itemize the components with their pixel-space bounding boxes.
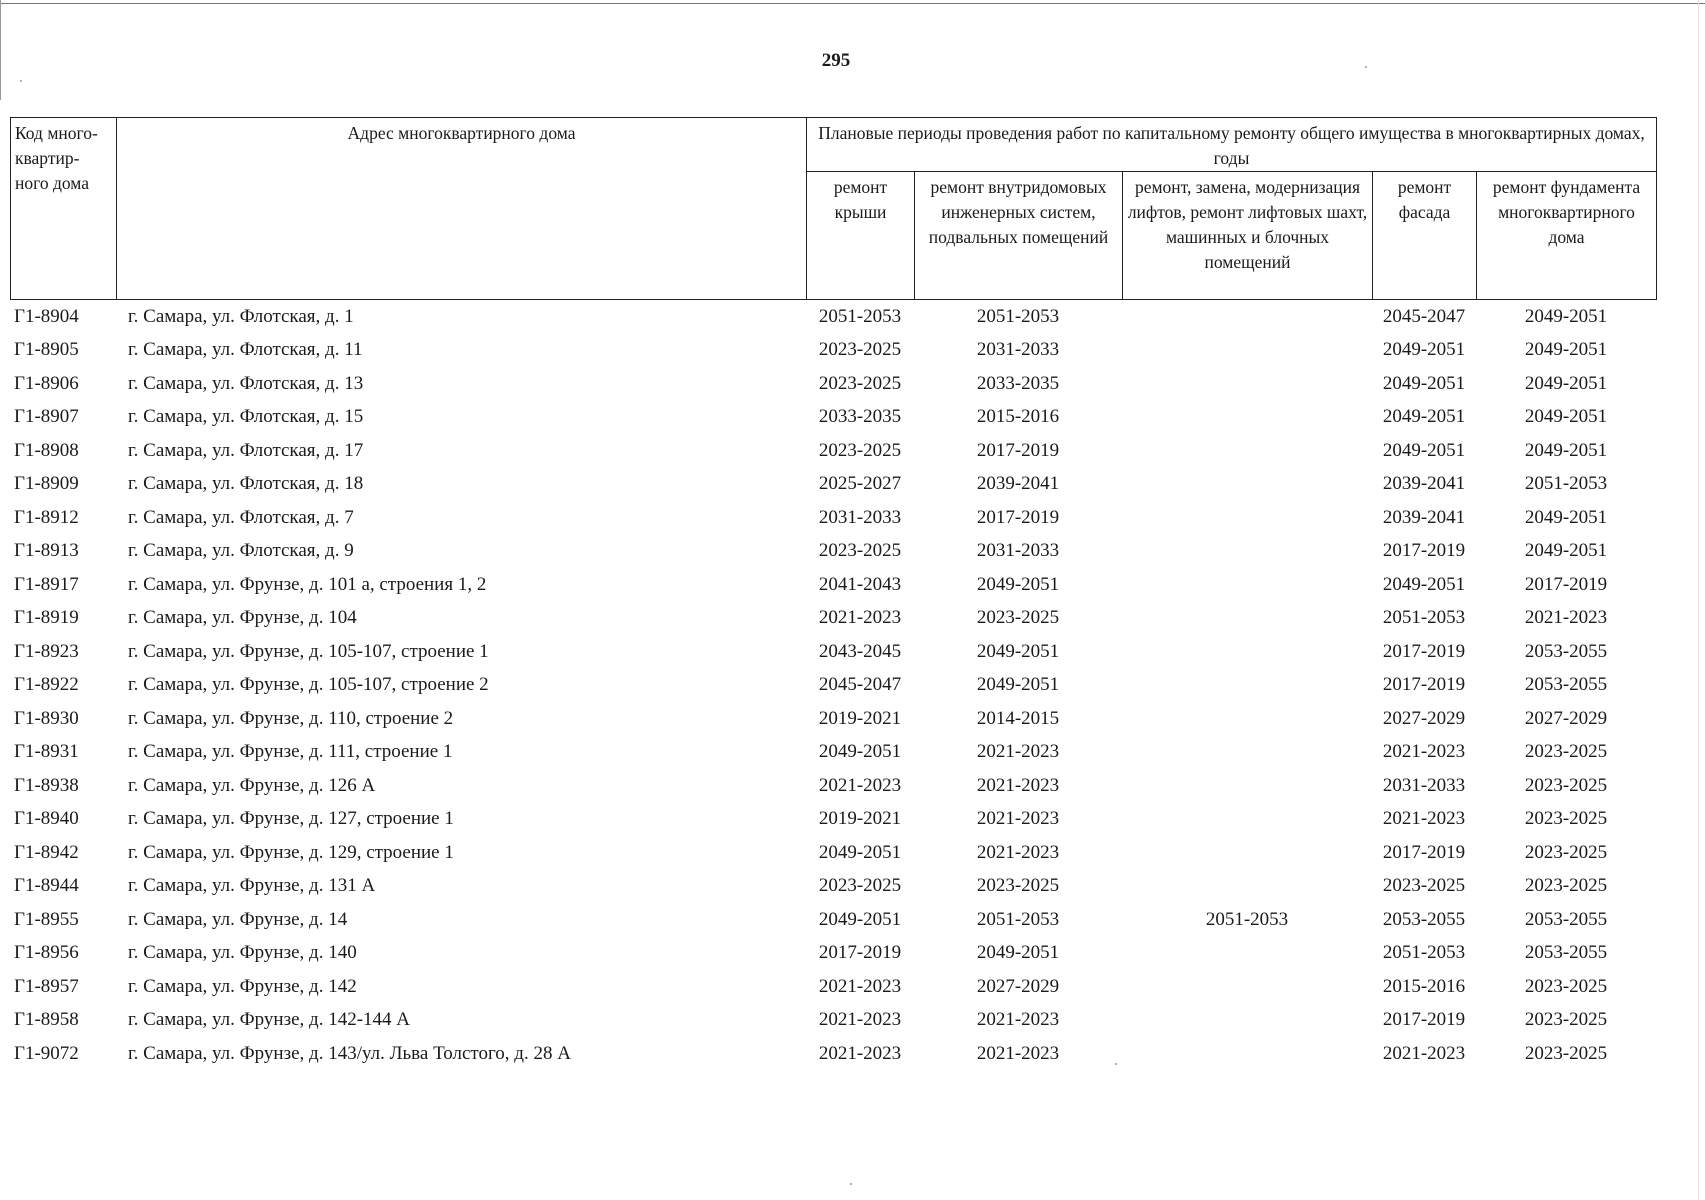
header-group-title: Плановые периоды проведения работ по капитальному ремонту общего имущества в многоквартирных домах, годы xyxy=(807,118,1657,172)
row-address: г. Самара, ул. Флотская, д. 9 xyxy=(128,540,354,562)
row-code: Г1-8942 xyxy=(14,841,79,863)
row-code: Г1-8957 xyxy=(14,975,79,997)
table-row xyxy=(10,1004,1656,1038)
row-elevators xyxy=(1122,300,1372,334)
row-code: Г1-8944 xyxy=(14,875,79,897)
row-code: Г1-8938 xyxy=(14,774,79,796)
row-code: Г1-8906 xyxy=(14,372,79,394)
row-facade: 2031-2033 xyxy=(1382,774,1466,796)
header-address: Адрес многоквартирного дома xyxy=(117,118,807,300)
row-engineering: 2039-2041 xyxy=(976,473,1060,495)
row-roof: 2025-2027 xyxy=(818,473,902,495)
row-elevators xyxy=(1122,970,1372,1004)
page-number: 295 xyxy=(821,50,851,71)
row-roof: 2023-2025 xyxy=(818,339,902,361)
row-address: г. Самара, ул. Фрунзе, д. 14 xyxy=(128,908,348,930)
row-foundation: 2023-2025 xyxy=(1524,774,1608,796)
row-roof: 2017-2019 xyxy=(818,942,902,964)
row-foundation: 2049-2051 xyxy=(1524,372,1608,394)
table-row xyxy=(10,468,1656,502)
row-foundation: 2023-2025 xyxy=(1524,741,1608,763)
table-row xyxy=(10,870,1656,904)
row-engineering: 2021-2023 xyxy=(976,774,1060,796)
table-row xyxy=(10,401,1656,435)
row-foundation: 2023-2025 xyxy=(1524,975,1608,997)
row-code: Г1-8919 xyxy=(14,607,79,629)
header-elevators: ремонт, замена, модернизация лифтов, ремонт лифтовых шахт, машинных и блочных помещений xyxy=(1123,172,1373,300)
row-foundation: 2027-2029 xyxy=(1524,707,1608,729)
row-elevators xyxy=(1122,501,1372,535)
row-elevators xyxy=(1122,602,1372,636)
row-foundation: 2049-2051 xyxy=(1524,439,1608,461)
row-elevators xyxy=(1122,401,1372,435)
table-row xyxy=(10,836,1656,870)
row-engineering: 2021-2023 xyxy=(976,1042,1060,1064)
row-elevators xyxy=(1122,568,1372,602)
row-facade: 2017-2019 xyxy=(1382,841,1466,863)
row-address: г. Самара, ул. Фрунзе, д. 142-144 А xyxy=(128,1009,410,1031)
row-facade: 2017-2019 xyxy=(1382,1009,1466,1031)
row-code: Г1-8917 xyxy=(14,573,79,595)
row-code: Г1-8905 xyxy=(14,339,79,361)
row-roof: 2019-2021 xyxy=(818,707,902,729)
row-elevators xyxy=(1122,736,1372,770)
row-address: г. Самара, ул. Фрунзе, д. 127, строение 1 xyxy=(128,808,454,830)
row-address: г. Самара, ул. Фрунзе, д. 129, строение 1 xyxy=(128,841,454,863)
row-facade: 2039-2041 xyxy=(1382,473,1466,495)
table-body xyxy=(10,300,1656,1071)
row-foundation: 2053-2055 xyxy=(1524,908,1608,930)
row-facade: 2051-2053 xyxy=(1382,942,1466,964)
row-foundation: 2053-2055 xyxy=(1524,640,1608,662)
row-facade: 2017-2019 xyxy=(1382,540,1466,562)
row-foundation: 2023-2025 xyxy=(1524,808,1608,830)
row-code: Г1-8956 xyxy=(14,942,79,964)
row-roof: 2049-2051 xyxy=(818,841,902,863)
row-code: Г1-8922 xyxy=(14,674,79,696)
row-elevators xyxy=(1122,367,1372,401)
row-roof: 2041-2043 xyxy=(818,573,902,595)
row-foundation: 2053-2055 xyxy=(1524,674,1608,696)
row-facade: 2049-2051 xyxy=(1382,406,1466,428)
row-address: г. Самара, ул. Фрунзе, д. 143/ул. Льва Толстого, д. 28 А xyxy=(128,1042,571,1064)
row-facade: 2021-2023 xyxy=(1382,1042,1466,1064)
table-row xyxy=(10,334,1656,368)
row-code: Г1-8909 xyxy=(14,473,79,495)
row-roof: 2021-2023 xyxy=(818,1042,902,1064)
row-engineering: 2015-2016 xyxy=(976,406,1060,428)
row-roof: 2021-2023 xyxy=(818,607,902,629)
row-roof: 2045-2047 xyxy=(818,674,902,696)
row-foundation: 2017-2019 xyxy=(1524,573,1608,595)
row-engineering: 2021-2023 xyxy=(976,1009,1060,1031)
row-address: г. Самара, ул. Фрунзе, д. 142 xyxy=(128,975,357,997)
row-facade: 2017-2019 xyxy=(1382,674,1466,696)
row-engineering: 2033-2035 xyxy=(976,372,1060,394)
row-engineering: 2031-2033 xyxy=(976,339,1060,361)
table-row xyxy=(10,769,1656,803)
row-facade: 2051-2053 xyxy=(1382,607,1466,629)
row-code: Г1-8908 xyxy=(14,439,79,461)
row-facade: 2039-2041 xyxy=(1382,506,1466,528)
row-elevators xyxy=(1122,468,1372,502)
row-code: Г1-8912 xyxy=(14,506,79,528)
row-engineering: 2021-2023 xyxy=(976,808,1060,830)
scan-border-top xyxy=(0,3,1705,4)
table-row xyxy=(10,602,1656,636)
table-row xyxy=(10,1037,1656,1071)
row-code: Г1-8923 xyxy=(14,640,79,662)
row-code: Г1-9072 xyxy=(14,1042,79,1064)
header-code: Код много-квартир-ного дома xyxy=(11,118,117,300)
row-code: Г1-8955 xyxy=(14,908,79,930)
row-address: г. Самара, ул. Флотская, д. 13 xyxy=(128,372,364,394)
row-facade: 2053-2055 xyxy=(1382,908,1466,930)
row-address: г. Самара, ул. Фрунзе, д. 105-107, строение 1 xyxy=(128,640,489,662)
table-row xyxy=(10,568,1656,602)
row-engineering: 2017-2019 xyxy=(976,439,1060,461)
row-facade: 2023-2025 xyxy=(1382,875,1466,897)
row-engineering: 2051-2053 xyxy=(976,305,1060,327)
row-address: г. Самара, ул. Фрунзе, д. 104 xyxy=(128,607,357,629)
row-address: г. Самара, ул. Флотская, д. 17 xyxy=(128,439,364,461)
row-foundation: 2051-2053 xyxy=(1524,473,1608,495)
row-engineering: 2031-2033 xyxy=(976,540,1060,562)
row-address: г. Самара, ул. Флотская, д. 7 xyxy=(128,506,354,528)
row-code: Г1-8930 xyxy=(14,707,79,729)
row-code: Г1-8958 xyxy=(14,1009,79,1031)
row-address: г. Самара, ул. Фрунзе, д. 101 а, строения 1, 2 xyxy=(128,573,487,595)
row-address: г. Самара, ул. Фрунзе, д. 111, строение 1 xyxy=(128,741,453,763)
row-foundation: 2023-2025 xyxy=(1524,841,1608,863)
data-table xyxy=(10,300,1656,1071)
row-engineering: 2014-2015 xyxy=(976,707,1060,729)
row-facade: 2049-2051 xyxy=(1382,439,1466,461)
row-foundation: 2049-2051 xyxy=(1524,540,1608,562)
row-roof: 2019-2021 xyxy=(818,808,902,830)
table-row xyxy=(10,702,1656,736)
row-roof: 2021-2023 xyxy=(818,774,902,796)
row-foundation: 2049-2051 xyxy=(1524,305,1608,327)
row-elevators xyxy=(1122,1004,1372,1038)
table-row xyxy=(10,970,1656,1004)
row-foundation: 2049-2051 xyxy=(1524,406,1608,428)
scan-speck xyxy=(850,1183,852,1185)
row-address: г. Самара, ул. Флотская, д. 1 xyxy=(128,305,354,327)
row-engineering: 2021-2023 xyxy=(976,841,1060,863)
row-elevators xyxy=(1122,669,1372,703)
row-elevators: 2051-2053 xyxy=(1205,908,1289,930)
row-address: г. Самара, ул. Флотская, д. 18 xyxy=(128,473,364,495)
table-row xyxy=(10,501,1656,535)
row-foundation: 2023-2025 xyxy=(1524,1042,1608,1064)
row-facade: 2015-2016 xyxy=(1382,975,1466,997)
row-elevators xyxy=(1122,1037,1372,1071)
row-engineering: 2049-2051 xyxy=(976,942,1060,964)
row-foundation: 2053-2055 xyxy=(1524,942,1608,964)
row-foundation: 2021-2023 xyxy=(1524,607,1608,629)
table-header xyxy=(10,117,1657,300)
row-address: г. Самара, ул. Фрунзе, д. 105-107, строение 2 xyxy=(128,674,489,696)
table-row xyxy=(10,736,1656,770)
row-address: г. Самара, ул. Флотская, д. 11 xyxy=(128,339,363,361)
row-elevators xyxy=(1122,769,1372,803)
row-roof: 2023-2025 xyxy=(818,439,902,461)
row-facade: 2049-2051 xyxy=(1382,339,1466,361)
row-address: г. Самара, ул. Фрунзе, д. 110, строение 2 xyxy=(128,707,454,729)
row-facade: 2017-2019 xyxy=(1382,640,1466,662)
row-engineering: 2023-2025 xyxy=(976,875,1060,897)
table-row xyxy=(10,803,1656,837)
row-facade: 2045-2047 xyxy=(1382,305,1466,327)
scan-speck xyxy=(1115,1063,1117,1065)
row-engineering: 2049-2051 xyxy=(976,573,1060,595)
row-roof: 2049-2051 xyxy=(818,741,902,763)
row-code: Г1-8904 xyxy=(14,305,79,327)
row-roof: 2021-2023 xyxy=(818,975,902,997)
row-facade: 2049-2051 xyxy=(1382,573,1466,595)
header-roof: ремонт крыши xyxy=(807,172,915,300)
row-code: Г1-8940 xyxy=(14,808,79,830)
row-facade: 2021-2023 xyxy=(1382,741,1466,763)
row-engineering: 2051-2053 xyxy=(976,908,1060,930)
row-facade: 2027-2029 xyxy=(1382,707,1466,729)
row-address: г. Самара, ул. Фрунзе, д. 140 xyxy=(128,942,357,964)
header-engineering: ремонт внутридомовых инженерных систем, подвальных помещений xyxy=(915,172,1123,300)
row-engineering: 2023-2025 xyxy=(976,607,1060,629)
row-roof: 2043-2045 xyxy=(818,640,902,662)
row-roof: 2031-2033 xyxy=(818,506,902,528)
row-code: Г1-8931 xyxy=(14,741,79,763)
table-row xyxy=(10,300,1656,334)
row-roof: 2049-2051 xyxy=(818,908,902,930)
row-roof: 2023-2025 xyxy=(818,540,902,562)
row-facade: 2021-2023 xyxy=(1382,808,1466,830)
row-roof: 2023-2025 xyxy=(818,875,902,897)
row-engineering: 2021-2023 xyxy=(976,741,1060,763)
row-foundation: 2023-2025 xyxy=(1524,1009,1608,1031)
row-elevators xyxy=(1122,434,1372,468)
table-row xyxy=(10,937,1656,971)
row-engineering: 2049-2051 xyxy=(976,674,1060,696)
row-engineering: 2027-2029 xyxy=(976,975,1060,997)
row-engineering: 2017-2019 xyxy=(976,506,1060,528)
row-elevators xyxy=(1122,803,1372,837)
row-roof: 2023-2025 xyxy=(818,372,902,394)
row-roof: 2021-2023 xyxy=(818,1009,902,1031)
scan-speck xyxy=(20,80,22,82)
table-row xyxy=(10,434,1656,468)
row-engineering: 2049-2051 xyxy=(976,640,1060,662)
table-row xyxy=(10,635,1656,669)
row-foundation: 2023-2025 xyxy=(1524,875,1608,897)
row-address: г. Самара, ул. Фрунзе, д. 131 А xyxy=(128,875,376,897)
table-row xyxy=(10,903,1656,937)
row-elevators xyxy=(1122,334,1372,368)
row-code: Г1-8907 xyxy=(14,406,79,428)
row-address: г. Самара, ул. Фрунзе, д. 126 А xyxy=(128,774,376,796)
row-foundation: 2049-2051 xyxy=(1524,339,1608,361)
table-row xyxy=(10,367,1656,401)
row-roof: 2051-2053 xyxy=(818,305,902,327)
row-foundation: 2049-2051 xyxy=(1524,506,1608,528)
row-elevators xyxy=(1122,870,1372,904)
row-code: Г1-8913 xyxy=(14,540,79,562)
row-elevators xyxy=(1122,635,1372,669)
scan-border-right xyxy=(1698,0,1699,1200)
row-elevators xyxy=(1122,702,1372,736)
header-foundation: ремонт фундамента многоквартирного дома xyxy=(1477,172,1657,300)
table-row xyxy=(10,535,1656,569)
row-elevators xyxy=(1122,836,1372,870)
table-row xyxy=(10,669,1656,703)
row-elevators xyxy=(1122,937,1372,971)
row-address: г. Самара, ул. Флотская, д. 15 xyxy=(128,406,364,428)
scan-speck xyxy=(1365,66,1367,68)
row-facade: 2049-2051 xyxy=(1382,372,1466,394)
row-elevators xyxy=(1122,535,1372,569)
header-facade: ремонт фасада xyxy=(1373,172,1477,300)
row-roof: 2033-2035 xyxy=(818,406,902,428)
